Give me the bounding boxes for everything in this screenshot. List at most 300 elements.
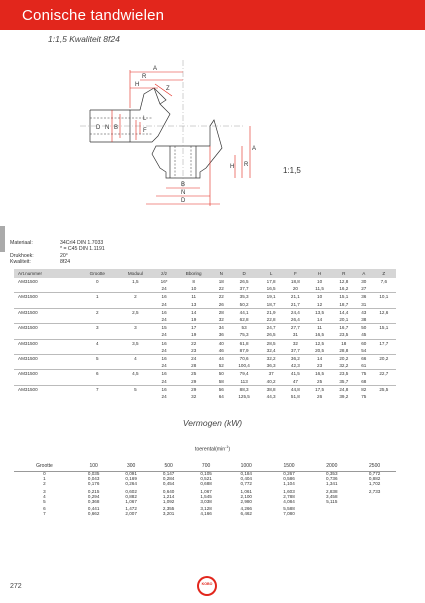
table-cell: 20,2 (332, 354, 356, 362)
table-cell: 0,169 (125, 475, 137, 481)
col-header: Bboring (174, 269, 213, 278)
table-cell: 87,9 (239, 347, 249, 353)
table-cell: 14 (317, 317, 323, 323)
table-cell: 0,772 (240, 480, 252, 486)
table-cell: 3 (78, 324, 116, 332)
spec-row: Materiaal: 34CrI4 DIN 1.7033 (10, 240, 104, 246)
table-cell: 16,5 (307, 370, 331, 378)
table-cell: 0,736 (326, 475, 338, 481)
table-cell: 19 (191, 332, 197, 338)
table-cell: 7,080 (283, 511, 295, 517)
table-cell: 82 (356, 385, 372, 393)
table-cell: 0,043 (87, 475, 100, 481)
table-cell: 35,7 (339, 378, 349, 384)
table-cell: 10 (307, 293, 331, 301)
table-cell: 32 (191, 393, 197, 399)
table-cell: 2,007 (125, 511, 137, 517)
col-header: z/z (154, 269, 174, 278)
table-row (14, 370, 396, 378)
table-cell: 15,1 (372, 324, 396, 332)
table-cell: 0,284 (162, 475, 175, 481)
table-cell: 11 (174, 293, 213, 301)
table-cell: 24 (161, 332, 167, 338)
table-cell: 27,7 (283, 324, 307, 332)
table-cell: 25 (317, 378, 323, 384)
table-cell: 13 (191, 301, 197, 307)
col-header: F (283, 269, 307, 278)
table-cell: 1,061 (240, 488, 252, 494)
col-header: 500 (150, 460, 187, 472)
product-table-header (14, 269, 396, 278)
dim-label-Z: Z (166, 86, 170, 92)
table-cell: 4,166 (200, 511, 212, 517)
table-cell: 0,215 (87, 488, 100, 494)
table-cell: 1,067 (125, 498, 137, 504)
table-cell: 0,176 (87, 480, 100, 486)
table-cell: 8 (192, 279, 195, 285)
table-cell: 31 (361, 301, 367, 307)
table-cell: 4,084 (283, 498, 295, 504)
table-cell: 27 (361, 286, 367, 292)
table-cell: 20,5 (315, 347, 325, 353)
table-cell: AM31500 (14, 339, 78, 347)
table-cell: 17,7 (372, 339, 396, 347)
table-cell: 43 (356, 308, 372, 316)
table-cell: 1 (43, 475, 46, 481)
table-cell: 37,7 (239, 286, 249, 292)
table-cell: 0,586 (283, 475, 295, 481)
table-cell: 2 (43, 480, 46, 486)
table-cell: 25,5 (372, 385, 396, 393)
table-cell: 79,4 (229, 370, 259, 378)
table-cell: AM31500 (14, 385, 78, 393)
table-cell: 28,8 (339, 347, 349, 353)
spec-row: Kwaliteit: 8f24 (10, 258, 71, 265)
rpm-label: $toerental(\min^{-1})$ (194, 445, 231, 453)
table-cell: 28 (191, 363, 197, 369)
table-cell: 0,602 (125, 488, 137, 494)
table-cell: 16 (154, 370, 174, 378)
table-cell: 28 (213, 308, 229, 316)
table-cell: 26,4 (290, 317, 300, 323)
table-cell: 16,5 (315, 332, 325, 338)
table-cell: 20 (292, 286, 298, 292)
table-cell: 0,353 (326, 471, 338, 476)
table-row (14, 278, 396, 285)
table-cell: 16 (154, 293, 174, 301)
table-cell: 2 (78, 308, 116, 316)
table-cell: 41,5 (283, 370, 307, 378)
spec-row: Drukhoek: 20° (10, 252, 68, 259)
table-cell: 64 (218, 393, 224, 399)
subtitle: 1:1,5 Kwaliteit 8f24 (48, 34, 120, 44)
table-cell: AM31500 (14, 354, 78, 362)
table-cell: 24 (161, 286, 167, 292)
dim-label-B2: B (181, 182, 186, 188)
table-cell: 0 (96, 279, 99, 285)
table-cell: 12,5 (307, 339, 331, 347)
table-cell: 3,458 (326, 493, 338, 499)
table-cell: 16 (154, 354, 174, 362)
table-cell: 3,201 (162, 511, 175, 517)
table-cell: 50 (213, 370, 229, 378)
table-cell: 39,2 (339, 393, 349, 399)
table-row (14, 316, 396, 324)
col-header: 2000 (310, 460, 353, 472)
product-table-body (14, 278, 396, 400)
table-cell: 1,545 (200, 493, 212, 499)
table-cell: 3 (43, 488, 46, 494)
dim-label-L: L (143, 116, 147, 122)
table-row (14, 347, 396, 355)
table-cell: 21,9 (259, 308, 283, 316)
table-cell: 15 (154, 324, 174, 332)
power-table (14, 460, 396, 517)
table-cell: 46 (218, 347, 224, 353)
table-cell: 2,788 (283, 493, 295, 499)
table-cell: 5 (78, 354, 116, 362)
table-cell: 0,882 (368, 475, 381, 481)
table-cell: 38,8 (259, 385, 283, 393)
table-cell: 32,2 (339, 363, 349, 369)
table-cell: 22 (213, 293, 229, 301)
table-row (14, 331, 396, 339)
table-cell: 0,882 (125, 493, 137, 499)
table-cell: 20,1 (339, 317, 349, 323)
table-cell: AM31500 (18, 279, 38, 285)
table-cell: 45 (361, 332, 367, 338)
table-cell: 24 (161, 347, 167, 353)
table-cell: 20,2 (372, 354, 396, 362)
col-header: Grootte (14, 460, 75, 472)
table-cell: 24 (161, 378, 167, 384)
table-cell: 68 (361, 378, 367, 384)
table-cell: 26,5 (239, 279, 249, 285)
col-header: 1000 (225, 460, 268, 472)
table-cell: 23 (191, 347, 197, 353)
table-cell: 19,1 (259, 293, 283, 301)
table-cell: 38 (361, 317, 367, 323)
dim-label-R2: R (244, 162, 249, 168)
table-cell: 4 (43, 493, 46, 499)
table-cell: 0,091 (125, 471, 137, 476)
dim-label-A: A (153, 66, 158, 72)
table-row (14, 385, 396, 393)
table-cell: 24 (161, 301, 167, 307)
power-title: Vermogen (kW) (182, 418, 243, 428)
table-cell: 0,640 (162, 488, 175, 494)
table-cell: 32 (218, 317, 224, 323)
dim-label-R: R (142, 74, 147, 80)
table-cell: 2,100 (240, 493, 252, 499)
table-cell: 0,147 (162, 471, 175, 476)
table-cell: 37,7 (290, 347, 300, 353)
table-cell: 0 (43, 471, 46, 476)
table-cell: 113 (240, 378, 248, 384)
table-cell: 32,2 (259, 354, 283, 362)
table-cell: 24,4 (283, 308, 307, 316)
table-cell: 50 (356, 324, 372, 332)
table-cell: 4,5 (116, 370, 154, 378)
table-cell: 75,3 (239, 332, 249, 338)
bevel-gear-drawing (60, 50, 275, 210)
table-cell: 75 (361, 393, 367, 399)
dim-label-N: N (105, 125, 110, 131)
brand-logo: KOBO (197, 576, 217, 596)
table-cell: 14 (307, 354, 331, 362)
table-cell: 40 (213, 339, 229, 347)
table-cell: 17,5 (307, 385, 331, 393)
dim-label-D2: D (181, 198, 186, 204)
table-cell: 1,341 (326, 480, 338, 486)
table-cell: 1,5 (132, 279, 139, 285)
table-cell: 7 (43, 511, 46, 517)
table-cell: 0,294 (87, 493, 100, 499)
dim-label-B: B (114, 125, 119, 131)
table-cell: 35,3 (229, 293, 259, 301)
table-cell: 88,3 (229, 385, 259, 393)
col-header: H (307, 269, 331, 278)
table-cell: 4 (116, 354, 154, 362)
table-cell: 10,1 (372, 293, 396, 301)
table-cell: 0,035 (87, 471, 100, 476)
table-cell: 36,3 (266, 363, 276, 369)
table-cell: 66 (356, 354, 372, 362)
table-cell: 23,5 (339, 332, 349, 338)
side-index-tab (0, 226, 5, 252)
table-cell: 15,1 (332, 293, 356, 301)
table-cell: 22 (218, 286, 224, 292)
table-cell: 24 (174, 354, 213, 362)
col-header: 100 (75, 460, 112, 472)
table-cell: 44 (213, 354, 229, 362)
header-bar (0, 0, 425, 30)
table-cell: 18 (218, 279, 224, 285)
table-cell: 0,441 (87, 506, 100, 512)
table-cell: 6 (43, 506, 46, 512)
table-cell: 21,7 (290, 301, 300, 307)
table-cell: 4 (78, 339, 116, 347)
table-cell: 17 (174, 324, 213, 332)
table-cell: 5,115 (326, 498, 338, 504)
table-cell: 0,521 (200, 475, 212, 481)
table-cell: 0,267 (283, 471, 295, 476)
table-cell: 16* (160, 279, 168, 285)
table-cell: 44,1 (229, 308, 259, 316)
table-cell: 44,3 (266, 393, 276, 399)
table-cell: 16 (154, 385, 174, 393)
col-header: Moduul (116, 269, 154, 278)
table-cell: 30 (361, 279, 367, 285)
table-cell: 14 (174, 308, 213, 316)
table-cell (353, 512, 396, 517)
table-row (14, 324, 396, 332)
table-row (14, 339, 396, 347)
table-cell: 0,772 (368, 471, 381, 476)
dim-label-A2: A (252, 146, 257, 152)
table-cell: 24,7 (259, 324, 283, 332)
table-cell: 18,7 (266, 301, 276, 307)
col-header: Z (372, 269, 396, 278)
table-cell: 16,2 (339, 286, 349, 292)
table-cell: 70,6 (229, 354, 259, 362)
table-cell: 60 (356, 339, 372, 347)
table-cell: 2,5 (116, 308, 154, 316)
table-cell: 2 (116, 293, 154, 301)
table-row (14, 512, 396, 517)
table-cell: 100,4 (238, 363, 250, 369)
col-header: D (229, 269, 259, 278)
table-cell: 7 (78, 385, 116, 393)
power-table-body (14, 472, 396, 518)
col-header: 2500 (353, 460, 396, 472)
table-cell: 3,5 (116, 339, 154, 347)
col-header: L (259, 269, 283, 278)
table-cell: 24,8 (332, 385, 356, 393)
table-cell: 4,266 (240, 506, 252, 512)
table-cell: 3,128 (200, 506, 212, 512)
table-cell: 32,4 (266, 347, 276, 353)
table-cell: 0,404 (240, 475, 252, 481)
table-cell: 14,4 (332, 308, 356, 316)
table-cell: 18,8 (290, 279, 300, 285)
table-cell: 24 (161, 317, 167, 323)
table-cell: 26 (218, 301, 224, 307)
table-cell: 34 (213, 324, 229, 332)
table-cell: 13,5 (307, 308, 331, 316)
table-cell: 0,264 (125, 480, 137, 486)
dim-label-F: F (143, 128, 147, 134)
table-cell: 6 (78, 370, 116, 378)
table-cell: 10 (317, 279, 323, 285)
table-cell: 31 (292, 332, 298, 338)
table-cell: 1,214 (162, 493, 175, 499)
table-cell: 2,980 (240, 498, 252, 504)
table-cell: 5 (116, 385, 154, 393)
col-header: 700 (187, 460, 224, 472)
table-cell: 53 (229, 324, 259, 332)
table-cell: 16 (154, 308, 174, 316)
col-header: A (356, 269, 372, 278)
table-cell: 52 (218, 363, 224, 369)
col-header: 300 (112, 460, 149, 472)
table-row (14, 293, 396, 301)
table-cell: 0,454 (162, 480, 175, 486)
table-cell: 29 (174, 385, 213, 393)
table-cell: 22,7 (372, 370, 396, 378)
table-cell: AM31500 (14, 308, 78, 316)
table-cell: 18 (332, 339, 356, 347)
table-cell: 1,603 (283, 488, 295, 494)
table-cell: 1,702 (368, 480, 381, 486)
table-cell: AM31500 (14, 293, 78, 301)
table-cell: AM31500 (14, 324, 78, 332)
table-row (14, 301, 396, 309)
table-cell: 28,5 (259, 339, 283, 347)
table-cell: 3,038 (200, 498, 212, 504)
table-cell: 26 (317, 393, 323, 399)
table-cell: 47 (292, 378, 298, 384)
table-cell: 50,2 (239, 301, 249, 307)
table-cell: 29 (191, 378, 197, 384)
table-cell: 17,8 (266, 279, 276, 285)
table-row (14, 393, 396, 400)
table-cell: 18,7 (339, 301, 349, 307)
table-row (14, 362, 396, 370)
table-cell: 75 (356, 370, 372, 378)
table-cell: 58 (218, 378, 224, 384)
table-cell: 0,662 (87, 511, 100, 517)
table-cell: 37 (259, 370, 283, 378)
table-cell: 7,6 (380, 279, 388, 285)
table-cell: 11,5 (315, 286, 324, 292)
col-header: 1500 (268, 460, 311, 472)
table-cell: 5 (43, 498, 46, 504)
col-header: N (213, 269, 229, 278)
table-cell: 0,184 (240, 471, 252, 476)
spec-row: * = C45 DIN 1.1191 (60, 246, 105, 253)
power-table-header (14, 460, 396, 472)
table-cell: 1,067 (200, 488, 212, 494)
table-cell: 5,588 (283, 506, 295, 512)
table-cell: 54 (361, 347, 367, 353)
table-cell: 1,092 (162, 498, 175, 504)
table-row (14, 308, 396, 316)
table-cell: 16,5 (266, 286, 276, 292)
table-cell: 0,105 (200, 471, 212, 476)
table-cell: 32 (283, 339, 307, 347)
table-cell: 56 (213, 385, 229, 393)
table-cell: 10 (191, 286, 197, 292)
table-cell: 61 (361, 363, 367, 369)
table-cell: 25 (174, 370, 213, 378)
table-cell: 2,733 (368, 488, 381, 494)
table-cell: 21,1 (283, 293, 307, 301)
table-cell: 62,8 (239, 317, 249, 323)
table-cell: 1,104 (283, 480, 295, 486)
table-cell: 23,5 (332, 370, 356, 378)
table-row (14, 285, 396, 293)
table-cell: 26,5 (266, 332, 276, 338)
table-cell: 36,2 (283, 354, 307, 362)
dim-label-H2: H (230, 164, 235, 170)
table-cell: 2,838 (326, 488, 338, 494)
table-cell: 0,368 (87, 498, 100, 504)
table-cell: 24 (161, 363, 167, 369)
table-cell: 36 (356, 293, 372, 301)
table-cell: 22 (174, 339, 213, 347)
product-table (14, 269, 396, 400)
col-header: R (332, 269, 356, 278)
table-cell: 16 (154, 339, 174, 347)
table-cell: 16,7 (332, 324, 356, 332)
table-cell: AM31500 (14, 370, 78, 378)
table-cell: 22,8 (266, 317, 276, 323)
table-cell: 1,472 (125, 506, 137, 512)
material-specs (10, 240, 105, 265)
table-row (14, 377, 396, 385)
table-cell: 24 (161, 393, 167, 399)
dim-label-D: D (96, 125, 101, 131)
table-cell (310, 512, 353, 517)
page-title: Conische tandwielen (22, 7, 165, 24)
table-cell: 44,8 (283, 385, 307, 393)
col-header: Grootte (78, 269, 116, 278)
table-cell: 61,8 (229, 339, 259, 347)
table-cell: 40,2 (266, 378, 276, 384)
page-number: 272 (10, 583, 22, 590)
table-cell: 1 (78, 293, 116, 301)
